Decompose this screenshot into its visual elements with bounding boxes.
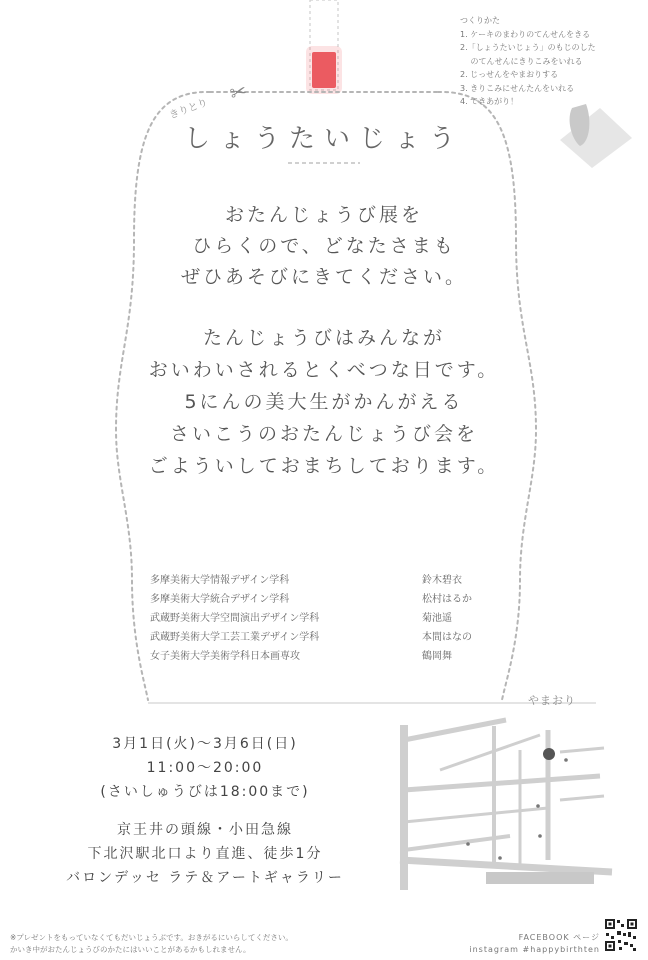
map-venue-marker [543, 748, 555, 760]
message-line: たんじょうびはみんなが [202, 327, 445, 349]
access-map [400, 720, 612, 890]
member-school: 多摩美術大学統合デザイン学科 [150, 594, 290, 605]
message-line: おいわいされるとくべつな日です。 [148, 359, 500, 381]
event-schedule [40, 732, 370, 804]
map-point [564, 758, 568, 762]
map-station [486, 872, 594, 884]
message-line: ごよういしておまちしております。 [148, 455, 500, 477]
page-title: しょうたいじょう [183, 124, 464, 154]
map-point [498, 856, 502, 860]
member-row [150, 628, 480, 647]
member-list [150, 571, 480, 666]
footer-notes [10, 932, 293, 956]
intro-paragraph [0, 200, 648, 293]
member-row [150, 590, 480, 609]
member-school: 女子美術大学美術学科日本画専攻 [150, 651, 300, 662]
map-point [466, 842, 470, 846]
cut-label: きりとり [168, 97, 210, 122]
instagram-hashtag: instagram #happybirthten [469, 945, 600, 954]
instruction-step: 3. きりこみにせんたんをいれる [460, 83, 575, 93]
member-name: 松村はるか [422, 594, 472, 605]
intro-line: ひらくので、どなたさまも [192, 235, 456, 257]
map-point [538, 834, 542, 838]
member-name: 本間はなの [422, 632, 472, 643]
event-hours: 11:00〜20:00 [146, 760, 264, 776]
member-name: 鈴木碧衣 [422, 575, 462, 586]
instructions [460, 14, 596, 109]
member-school: 武蔵野美術大学空間演出デザイン学科 [150, 613, 320, 624]
instructions-heading: つくりかた [460, 16, 500, 25]
footer-note: ※プレゼントをもっていなくてもだいじょうぶです。おきがるにいらしてください。 [10, 933, 293, 942]
event-dates: 3月1日(火)〜3月6日(日) [112, 736, 298, 752]
instruction-step: 2.「しょうたいじょう」のもじのした [460, 43, 596, 52]
message-paragraph [0, 322, 648, 482]
access-line: 下北沢駅北口より直進、徒歩1分 [87, 846, 323, 862]
member-name: 鶴岡舞 [422, 651, 452, 662]
member-row [150, 609, 480, 628]
fold-label: やまおり [528, 694, 576, 707]
member-school: 武蔵野美術大学工芸工業デザイン学科 [150, 632, 320, 643]
access-line: 京王井の頭線・小田急線 [117, 822, 293, 838]
venue-name: バロンデッセ ラテ＆アートギャラリー [66, 870, 344, 886]
intro-line: ぜひあそびにきてください。 [180, 266, 467, 288]
map-point [536, 804, 540, 808]
event-last-day: (さいしゅうびは18:00まで) [100, 784, 310, 800]
instruction-step: のてんせんにきりこみをいれる [460, 56, 583, 66]
message-line: 5にんの美大生がかんがえる [184, 391, 464, 413]
candle-glow [306, 46, 342, 94]
member-row [150, 571, 480, 590]
instruction-step: 1. ケーキのまわりのてんせんをきる [460, 29, 591, 39]
instruction-step: 2. じっせんをやまおりする [460, 70, 559, 79]
qr-code-icon[interactable] [604, 918, 638, 952]
social-links [469, 932, 600, 956]
intro-line: おたんじょうび展を [224, 204, 423, 226]
member-name: 菊池遥 [422, 613, 452, 624]
member-row [150, 647, 480, 666]
scissors-icon: ✂ [227, 78, 250, 106]
instruction-step: 4. できあがり！ [460, 97, 519, 106]
facebook-link[interactable]: FACEBOOK ページ [518, 933, 600, 942]
footer-note: かいき中がおたんじょうびのかたにはいいことがあるかもしれません。 [10, 945, 251, 954]
event-access [40, 818, 370, 890]
message-line: さいこうのおたんじょうび会を [169, 423, 478, 445]
member-school: 多摩美術大学情報デザイン学科 [150, 575, 290, 586]
